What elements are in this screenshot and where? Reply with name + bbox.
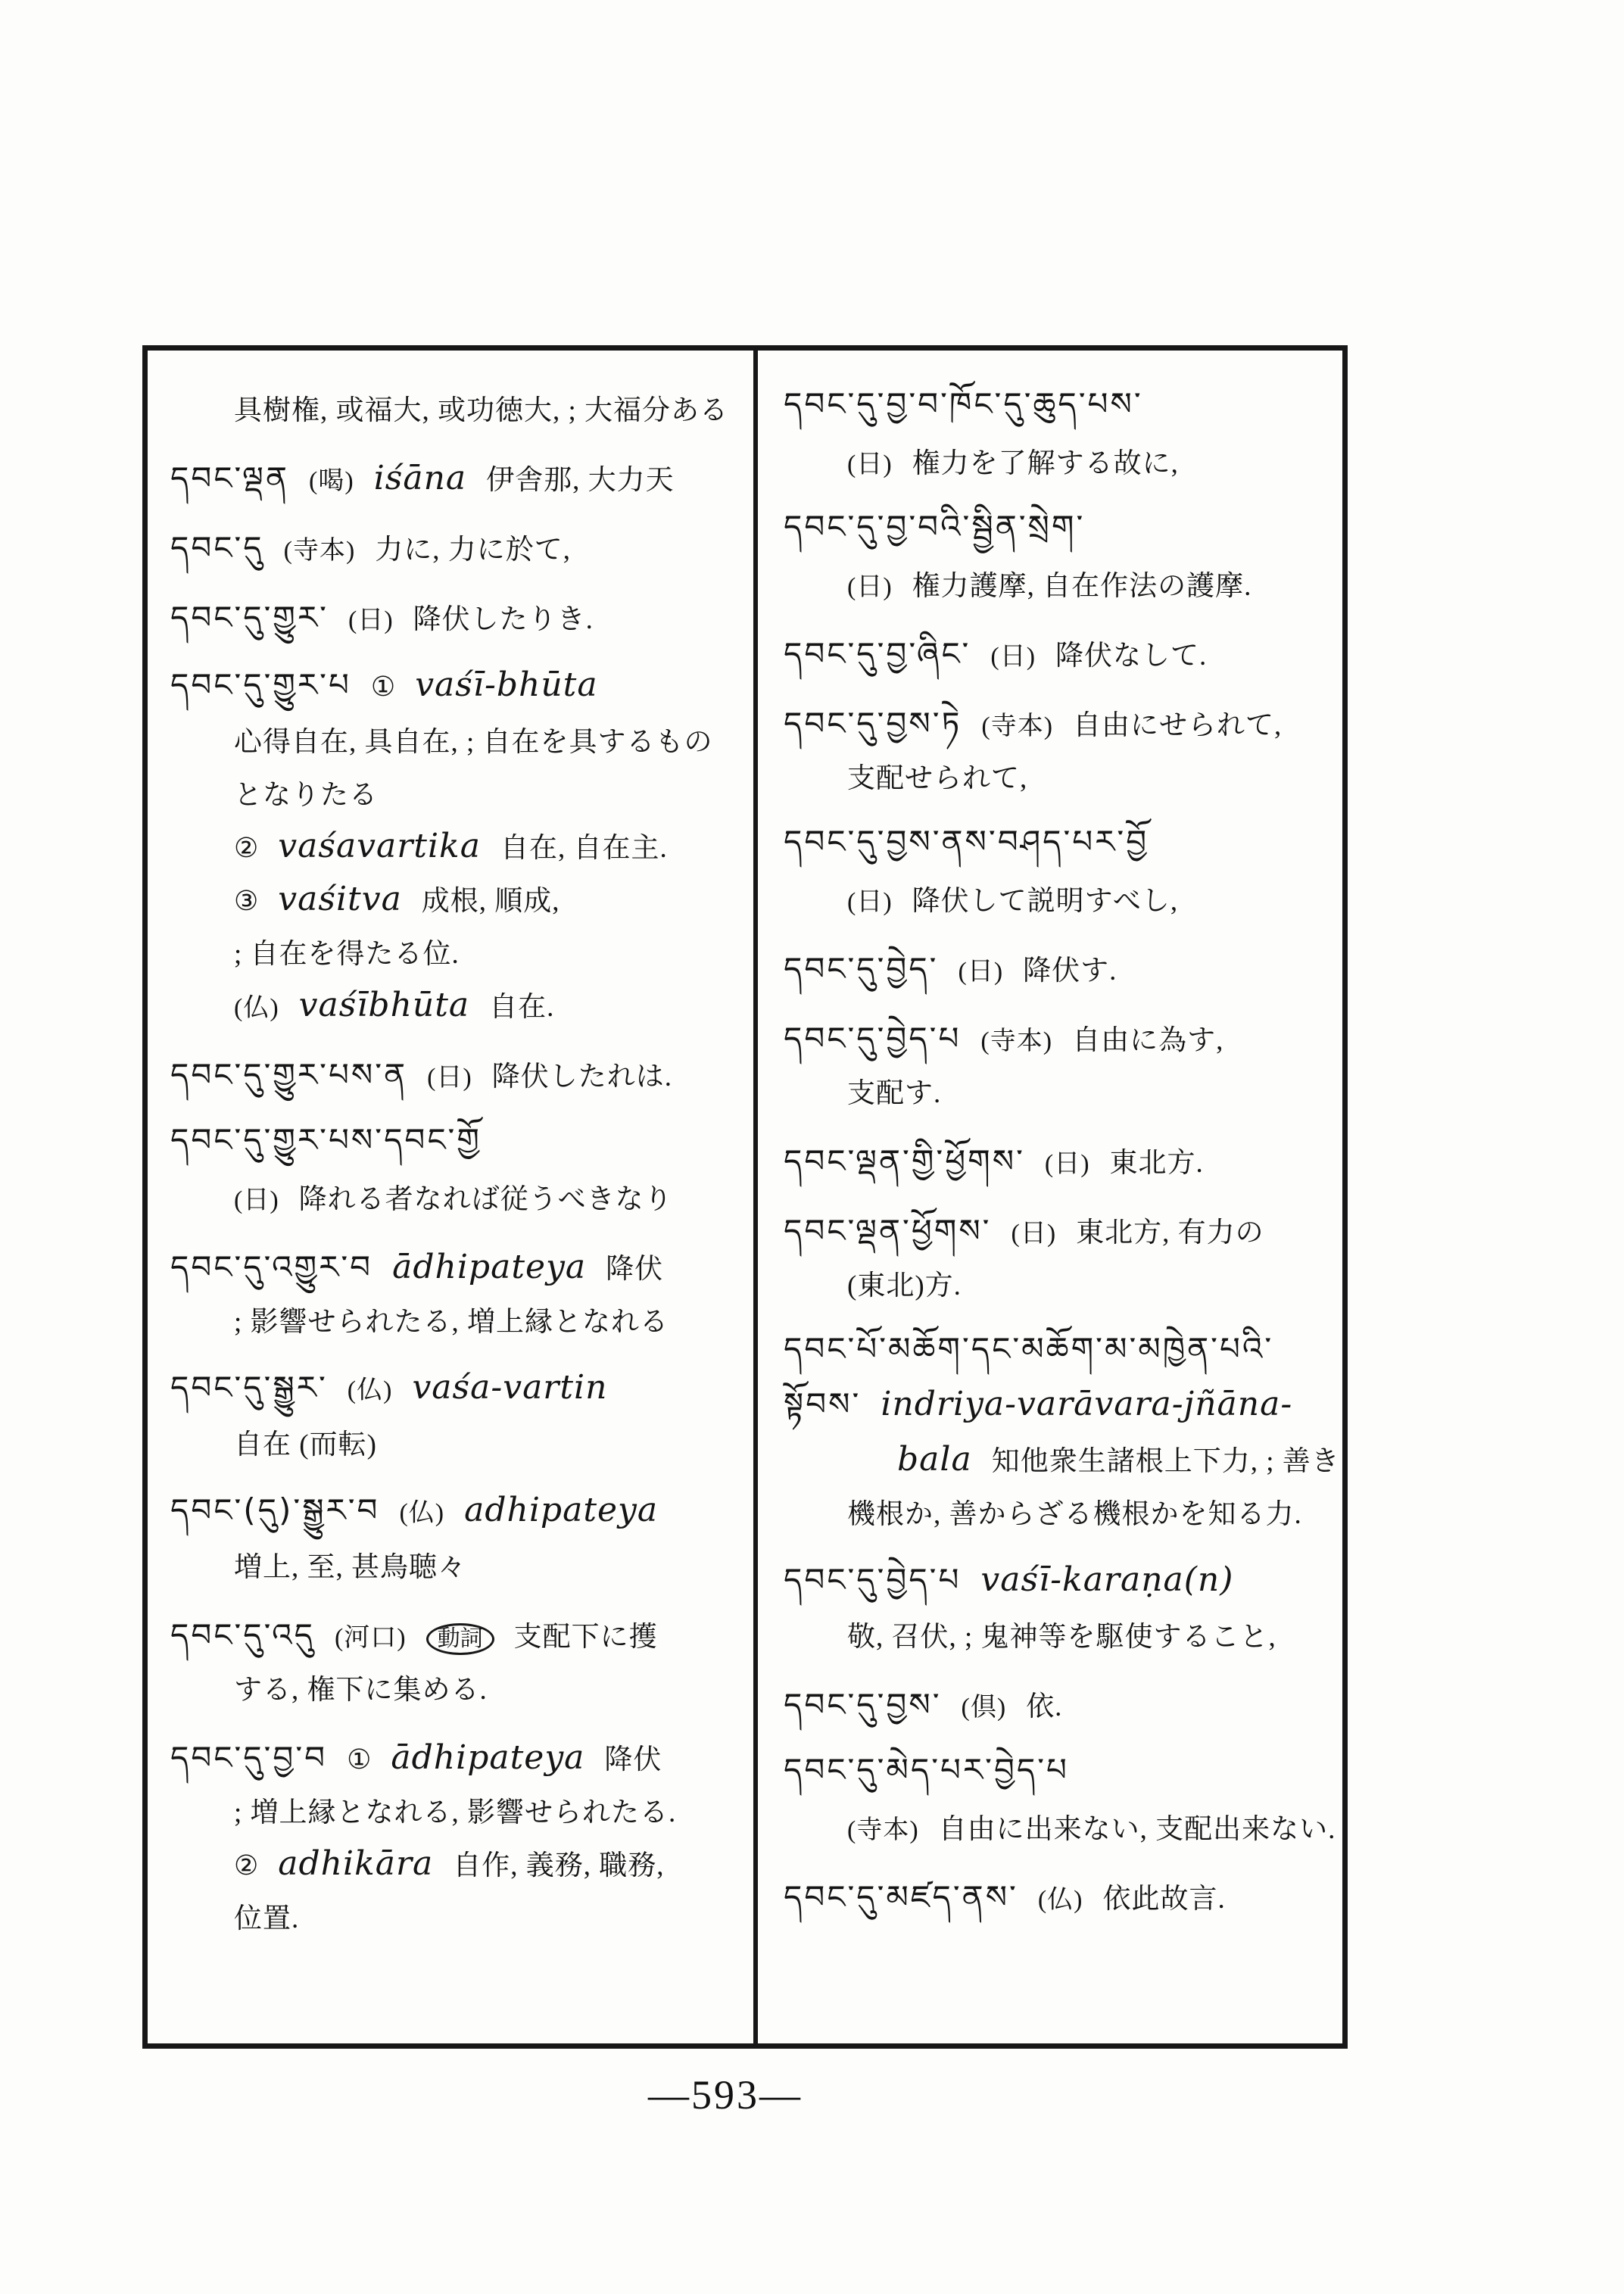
japanese-gloss: 自由に為す,	[1072, 1025, 1224, 1056]
tibetan-headword: དབང་དུ་འགྱུར་བ	[170, 1248, 373, 1286]
dictionary-entry-line	[784, 510, 1329, 553]
tibetan-headword: དབང་དུ་བྱས་ནས་བཤད་པར་བྱོ	[784, 823, 1149, 860]
japanese-gloss: 降れる者なれば従うべきなり	[298, 1184, 673, 1215]
entry-continuation-line	[784, 1491, 1329, 1535]
tibetan-headword: དབང་དུ་བྱེད་	[784, 950, 939, 987]
entry-continuation-line	[170, 1842, 740, 1886]
source-tag: (日)	[348, 606, 394, 634]
dictionary-entry-line	[170, 1368, 740, 1412]
japanese-gloss: 伊舎那, 大力天	[486, 465, 675, 496]
source-tag: (日)	[1011, 1220, 1057, 1248]
japanese-gloss: 支配下に擭	[513, 1622, 658, 1653]
entry-continuation-line	[170, 877, 740, 921]
tibetan-headword: དབང་ལྡན	[170, 460, 290, 497]
japanese-gloss: 具樹権, 或福大, 或功徳大, ; 大福分ある	[234, 395, 729, 426]
source-tag: (日)	[847, 450, 893, 478]
dictionary-entry-line	[170, 457, 740, 500]
source-tag: (河口)	[334, 1624, 407, 1652]
entry-continuation-line	[784, 1385, 1329, 1429]
japanese-gloss: (東北)方.	[847, 1270, 962, 1301]
source-tag: (日)	[990, 643, 1036, 671]
sanskrit-term: ādhipateya	[392, 1248, 587, 1286]
verb-pos-tag: 動詞	[426, 1623, 494, 1655]
japanese-gloss: ; 増上縁となれる, 影響せられたる.	[234, 1797, 677, 1828]
japanese-gloss: 支配せられて,	[847, 763, 1028, 794]
entry-continuation-line	[170, 1789, 740, 1833]
entry-continuation-line	[170, 1176, 740, 1220]
entry-continuation-line	[170, 930, 740, 974]
entry-continuation-line	[170, 718, 740, 762]
dictionary-entry-line	[170, 665, 740, 709]
left-column	[148, 351, 758, 2043]
tibetan-headword: དབང་དུ	[170, 529, 264, 566]
dictionary-page-frame	[142, 345, 1348, 2049]
dictionary-entry-line	[170, 1491, 740, 1535]
japanese-gloss: 降伏す.	[1023, 955, 1117, 986]
source-tag: (仏)	[234, 994, 279, 1022]
dictionary-entry-line	[784, 387, 1329, 431]
tibetan-headword: དབང་དུ་བྱེད་པ	[784, 1020, 962, 1057]
source-tag: (日)	[958, 958, 1004, 986]
source-tag: (仏)	[347, 1376, 393, 1404]
sanskrit-term: ādhipateya	[391, 1738, 585, 1777]
tibetan-headword: དབང་དུ་མཛད་ནས་	[784, 1878, 1018, 1915]
japanese-gloss: 降伏	[604, 1744, 662, 1775]
source-tag: (寺本)	[981, 712, 1054, 740]
japanese-gloss: 自作, 義務, 職務,	[453, 1850, 665, 1881]
entry-continuation-line	[784, 1806, 1336, 1850]
japanese-gloss: 位置.	[234, 1903, 300, 1934]
tibetan-headword: དབང་དུ་བྱེད་པ	[784, 1561, 962, 1598]
sanskrit-term: vaśī-karaṇa(n)	[980, 1560, 1234, 1599]
source-tag: (仏)	[399, 1499, 445, 1527]
japanese-gloss: 力に, 力に於て,	[375, 535, 572, 566]
source-tag: (寺本)	[283, 537, 356, 565]
dictionary-entry-line	[784, 1560, 1329, 1604]
japanese-gloss: する, 権下に集める.	[234, 1675, 488, 1706]
japanese-gloss: 自由にせられて,	[1073, 710, 1283, 741]
source-tag: (日)	[1044, 1150, 1090, 1178]
tibetan-headword: དབང་དུ་འདུ	[170, 1616, 315, 1653]
source-tag: (喝)	[309, 467, 354, 495]
entry-continuation-line	[170, 824, 740, 868]
source-tag: (日)	[847, 888, 893, 916]
source-tag: (日)	[234, 1186, 279, 1214]
sense-number: ②	[234, 833, 259, 864]
sanskrit-term: iśāna	[373, 459, 467, 497]
entry-continuation-line	[170, 983, 740, 1027]
japanese-gloss: 心得自在, 具自在, ; 自在を具するもの	[234, 727, 713, 758]
entry-continuation-line	[784, 1438, 1340, 1482]
sanskrit-term: indriya-varāvara-jñāna-	[881, 1385, 1293, 1423]
sense-number: ②	[234, 1850, 259, 1881]
japanese-gloss: となりたる	[234, 780, 378, 811]
entry-continuation-line	[784, 563, 1329, 606]
entry-continuation-line	[784, 440, 1329, 484]
tibetan-headword: དབང་དུ་གྱུར་	[170, 599, 329, 636]
tibetan-headword: དབང་དུ་བྱས་ཏེ	[784, 705, 962, 742]
japanese-gloss: 依.	[1026, 1691, 1063, 1722]
japanese-gloss: ; 自在を得たる位.	[234, 939, 460, 970]
tibetan-headword: དབང་དུ་གྱུར་པ	[170, 666, 351, 703]
tibetan-headword: དབང་དུ་གྱུར་པས་ན	[170, 1056, 408, 1093]
entry-continuation-line	[784, 1070, 1329, 1114]
dictionary-entry-line	[170, 1613, 740, 1657]
japanese-gloss: 自由に出来ない, 支配出来ない.	[938, 1814, 1336, 1845]
dictionary-entry-line	[170, 526, 740, 570]
entry-continuation-line	[170, 1895, 740, 1939]
tibetan-headword: དབང་དུ་བྱ་བ་ཁོང་དུ་ཆུད་པས་	[784, 385, 1143, 422]
japanese-gloss: 権力護摩, 自在作法の護摩.	[912, 571, 1252, 602]
japanese-gloss: 権力を了解する故に,	[912, 448, 1179, 479]
sanskrit-term: adhipateya	[464, 1491, 659, 1529]
tibetan-headword: དབང་ལྡན་ཕྱོགས་	[784, 1212, 992, 1249]
dictionary-entry-line	[784, 1875, 1329, 1919]
entry-continuation-line	[784, 1262, 1329, 1306]
sanskrit-term: vaśībhūta	[298, 986, 470, 1024]
dictionary-entry-line	[784, 947, 1329, 991]
dictionary-entry-line	[170, 596, 740, 640]
dictionary-entry-line	[170, 1123, 740, 1167]
tibetan-headword: དབང་དུ་གྱུར་པས་དབང་གྱོ	[170, 1121, 482, 1158]
page-number: —593—	[648, 2072, 803, 2118]
japanese-gloss: 自在, 自在主.	[500, 833, 668, 864]
dictionary-entry-line	[170, 1245, 740, 1289]
tibetan-headword: དབང་ལྡན་གྱི་ཕྱོགས་	[784, 1142, 1025, 1180]
japanese-gloss: 降伏して説明すべし,	[912, 886, 1179, 917]
source-tag: (寺本)	[980, 1027, 1053, 1055]
tibetan-headword: དབང་དུ་སྒྱུར་	[170, 1369, 328, 1406]
japanese-gloss: 支配す.	[847, 1078, 942, 1109]
entry-continuation-line	[170, 387, 740, 431]
tibetan-headword: དབང་དུ་བྱ་བའི་སྦྱིན་སྲེག་	[784, 508, 1086, 545]
sanskrit-term: vaśī-bhūta	[415, 665, 598, 704]
japanese-gloss: 機根か, 善からざる機根かを知る力.	[847, 1499, 1302, 1530]
sense-number: ①	[370, 672, 396, 703]
sanskrit-term: vaśa-vartin	[412, 1368, 608, 1407]
source-tag: (日)	[427, 1064, 472, 1092]
tibetan-headword: དབང་དུ་བྱས་	[784, 1686, 942, 1723]
japanese-gloss: 降伏なして.	[1055, 641, 1208, 672]
japanese-gloss: ; 影響せられたる, 増上縁となれる	[234, 1307, 669, 1338]
japanese-gloss: 成根, 順成,	[421, 886, 560, 917]
dictionary-entry-line	[784, 824, 1329, 868]
entry-continuation-line	[170, 1544, 740, 1588]
entry-continuation-line	[784, 1613, 1329, 1657]
japanese-gloss: 東北方, 有力の	[1076, 1217, 1264, 1248]
japanese-gloss: 依此故言.	[1102, 1884, 1226, 1915]
dictionary-entry-line	[784, 632, 1329, 676]
dictionary-entry-line	[784, 1683, 1329, 1727]
entry-continuation-line	[784, 877, 1329, 921]
japanese-gloss: 降伏したりき.	[413, 604, 594, 635]
sense-number: ③	[234, 886, 259, 917]
tibetan-headword: དབང་དུ་བྱ་བ	[170, 1739, 328, 1776]
sanskrit-term: adhikāra	[278, 1844, 434, 1883]
sanskrit-term: vaśavartika	[278, 827, 481, 865]
entry-continuation-line	[170, 1666, 740, 1710]
entry-continuation-line	[170, 771, 740, 815]
dictionary-entry-line	[784, 702, 1329, 746]
tibetan-headword: དབང་(དུ)་སྒྱུར་བ	[170, 1491, 380, 1529]
dictionary-entry-line	[170, 1053, 740, 1097]
source-tag: (寺本)	[847, 1816, 919, 1844]
source-tag: (日)	[847, 573, 893, 601]
tibetan-headword: སྟོབས་	[784, 1385, 862, 1423]
dictionary-entry-line	[784, 1139, 1329, 1183]
sanskrit-term: bala	[897, 1440, 972, 1479]
sense-number: ①	[347, 1744, 372, 1775]
japanese-gloss: 知他衆生諸根上下力, ; 善き	[991, 1446, 1340, 1477]
source-tag: (倶)	[961, 1694, 1007, 1722]
tibetan-headword: དབང་དུ་བྱ་ཞིང་	[784, 635, 971, 672]
japanese-gloss: 降伏したれは.	[491, 1061, 672, 1092]
tibetan-headword: དབང་པོ་མཆོག་དང་མཆོག་མ་མཁྱེན་པའི་	[784, 1330, 1274, 1367]
dictionary-entry-line	[784, 1753, 1329, 1797]
source-tag: (仏)	[1037, 1886, 1083, 1914]
tibetan-headword: དབང་དུ་མེད་པར་བྱེད་པ	[784, 1751, 1069, 1788]
entry-continuation-line	[170, 1421, 740, 1465]
dictionary-entry-line	[784, 1209, 1329, 1253]
japanese-gloss: 自在 (而転)	[234, 1429, 377, 1460]
right-column	[758, 351, 1342, 2043]
entry-continuation-line	[784, 755, 1329, 799]
japanese-gloss: 自在.	[489, 992, 555, 1023]
japanese-gloss: 敬, 召伏, ; 鬼神等を駆使すること,	[847, 1622, 1276, 1653]
dictionary-entry-line	[784, 1017, 1329, 1061]
dictionary-entry-line	[170, 1736, 740, 1780]
japanese-gloss: 東北方.	[1109, 1148, 1204, 1179]
sanskrit-term: vaśitva	[278, 880, 402, 918]
entry-continuation-line	[170, 1298, 740, 1342]
japanese-gloss: 増上, 至, 甚鳥聴々	[234, 1552, 466, 1583]
japanese-gloss: 降伏	[606, 1254, 664, 1285]
dictionary-entry-line	[784, 1332, 1329, 1376]
